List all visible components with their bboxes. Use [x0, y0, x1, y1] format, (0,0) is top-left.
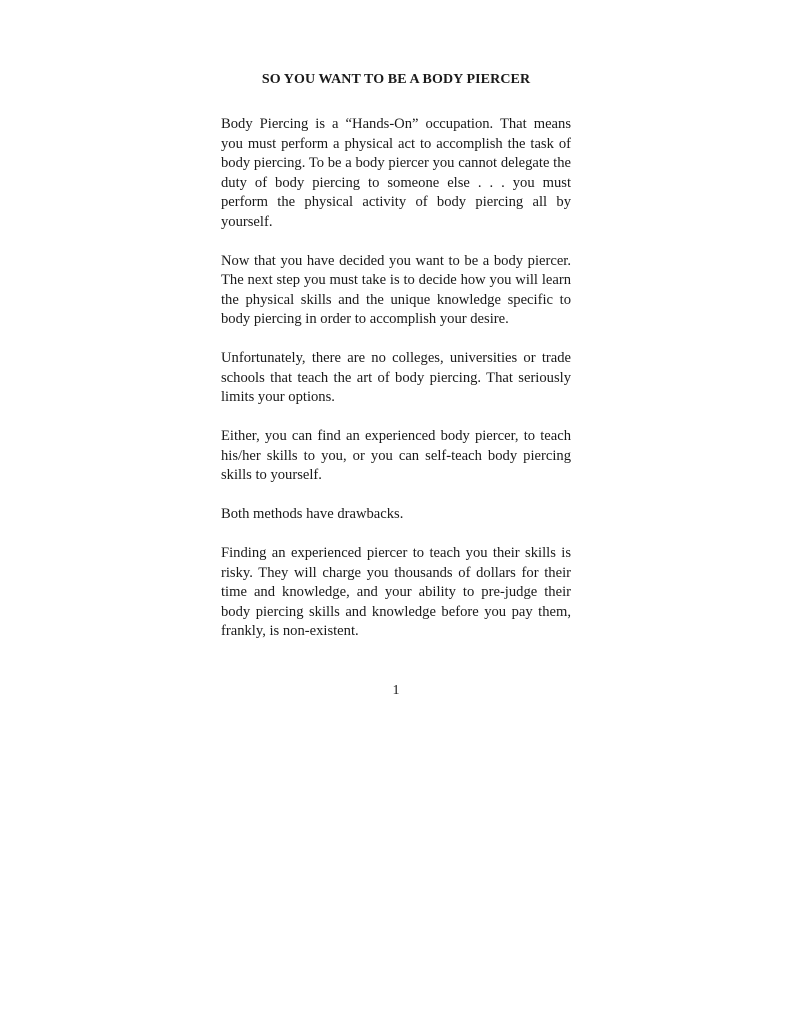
paragraph-risky: Finding an experienced piercer to teach you their skills is risky. They will charge you thousands of dollars for their time and knowledge, and your ability to pre-judge their body piercing skills and knowledge before you pay them, frankly, is non-existent.: [221, 545, 571, 639]
paragraph-drawbacks: Both methods have drawbacks.: [221, 506, 404, 522]
paragraph-no-schools: Unfortunately, there are no colleges, universities or trade schools that teach the art of body piercing. That seriously limits your options.: [221, 350, 571, 405]
paragraph-next-step: Now that you have decided you want to be a body piercer. The next step you must take is to decide how you will learn the physical skills and the unique knowledge specific to body piercing in order to accomplish your desire.: [221, 252, 571, 327]
document-page: [221, 70, 571, 661]
paragraph-hands-on: Body Piercing is a “Hands-On” occupation. That means you must perform a physical act to accomplish the task of body piercing. To be a body piercer you cannot delegate the duty of body piercing to someone else . . . you must perform the physical activity of body piercing all by yourself.: [221, 116, 571, 230]
paragraph-options: Either, you can find an experienced body piercer, to teach his/her skills to you, or you can self-teach body piercing skills to yourself.: [221, 428, 571, 483]
page-number: 1: [392, 683, 400, 698]
document-title: SO YOU WANT TO BE A BODY PIERCER: [261, 72, 531, 87]
